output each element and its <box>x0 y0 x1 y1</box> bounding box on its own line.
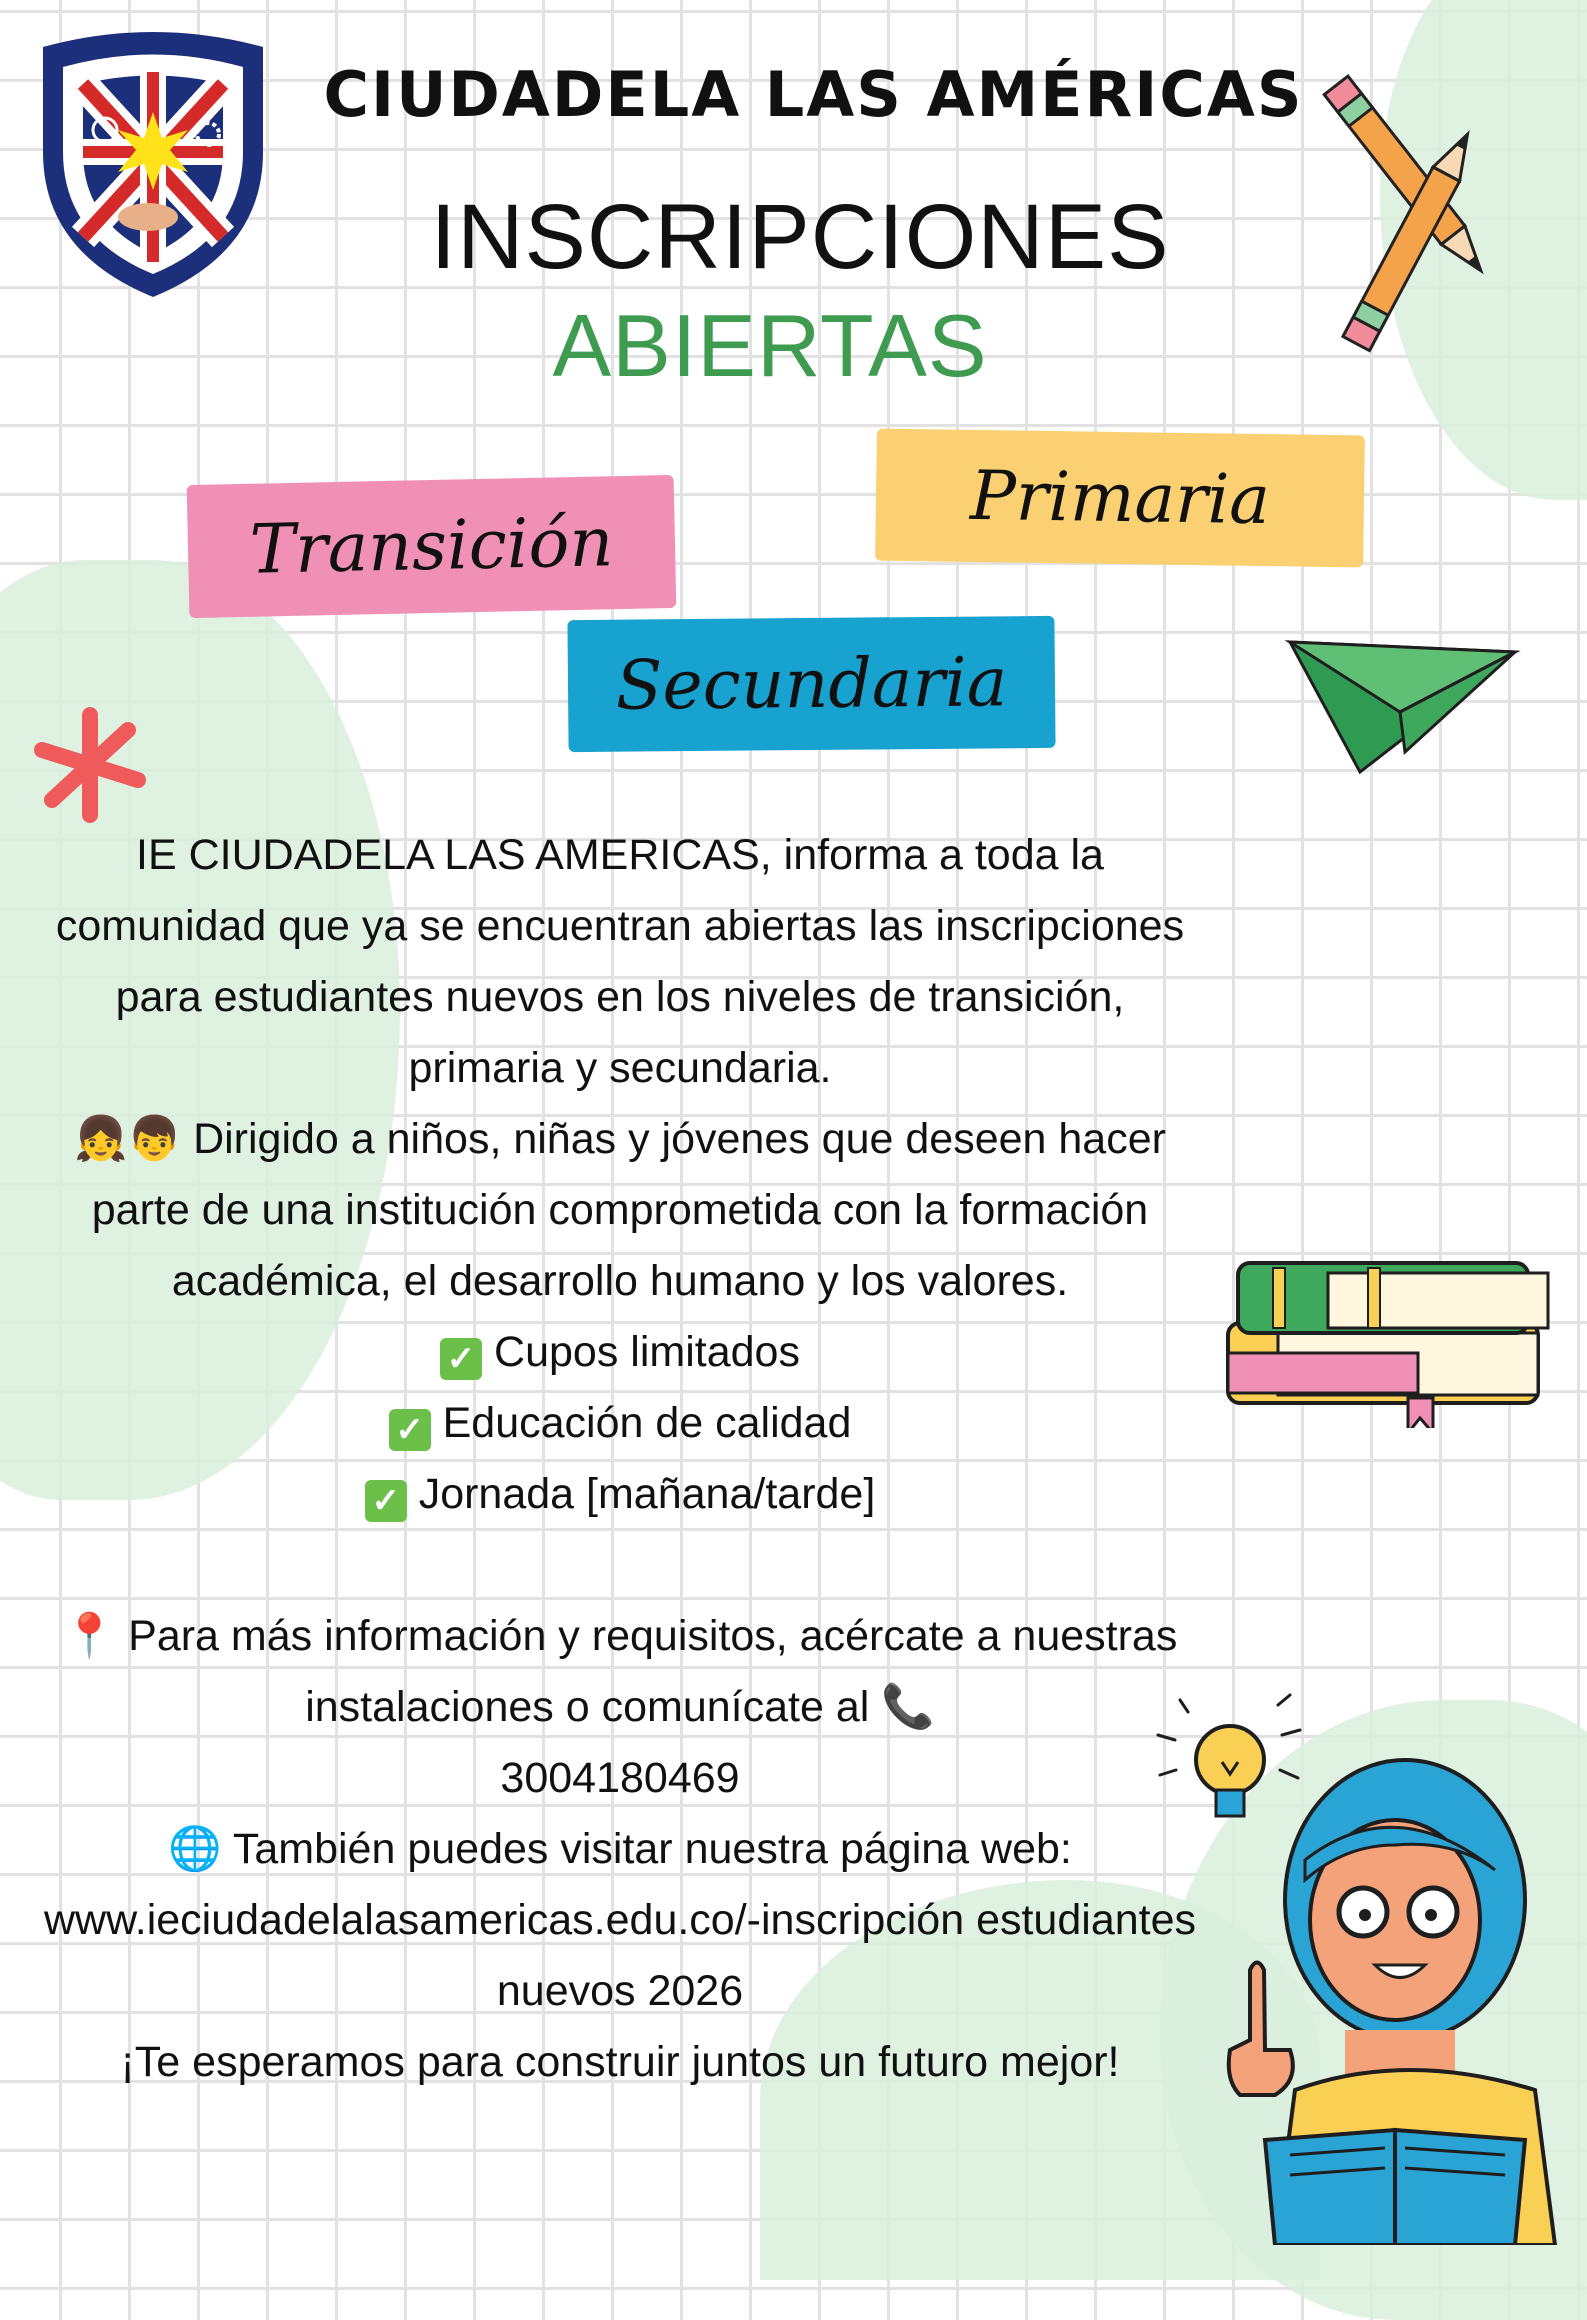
level-tag-transicion: Transición <box>187 475 677 618</box>
headline: INSCRIPCIONES <box>430 186 1170 288</box>
web-intro-text: También puedes visitar nuestra página web: <box>232 1825 1072 1873</box>
books-icon <box>1218 1248 1578 1428</box>
level-tag-secundaria: Secundaria <box>567 616 1055 752</box>
kids-icon: 👧👦 <box>74 1114 182 1164</box>
intro-paragraph: IE CIUDADELA LAS AMERICAS, informa a toda la comunidad que ya se encuentran abiertas las inscripciones para estudiantes nuevos en los niveles de transición, primaria y secundaria. <box>55 831 1185 1092</box>
contact-paragraph <box>40 1601 1200 1814</box>
feature-item <box>40 1317 1200 1388</box>
pin-icon: 📍 <box>62 1611 117 1661</box>
paper-plane-icon <box>1285 632 1525 782</box>
feature-text: Cupos limitados <box>494 1328 800 1376</box>
spacer <box>40 1530 1200 1601</box>
level-tag-primaria: Primaria <box>875 429 1365 568</box>
closing-text: ¡Te esperamos para construir juntos un futuro mejor! <box>120 2038 1120 2086</box>
phone-number: 3004180469 <box>500 1754 740 1802</box>
check-icon: ✓ <box>440 1338 482 1380</box>
web-paragraph <box>40 1814 1200 2027</box>
feature-item <box>40 1459 1200 1530</box>
feature-item <box>40 1388 1200 1459</box>
info-text: Para más información y requisitos, acércate a nuestras instalaciones o comunícate al <box>128 1612 1178 1731</box>
check-icon: ✓ <box>365 1480 407 1522</box>
phone-icon: 📞 <box>881 1682 935 1732</box>
audience-text: Dirigido a niños, niñas y jóvenes que deseen hacer parte de una institución comprometida con la formación académica, el desarrollo humano y los valores. <box>91 1115 1166 1305</box>
headline-accent: ABIERTAS <box>552 296 988 395</box>
check-icon: ✓ <box>389 1409 431 1451</box>
web-url: www.ieciudadelalasamericas.edu.co/-inscripción estudiantes nuevos 2026 <box>43 1896 1197 2015</box>
teacher-illustration <box>1195 1750 1585 2245</box>
globe-icon: 🌐 <box>168 1824 222 1874</box>
asterisk-icon <box>30 705 150 825</box>
audience-paragraph <box>40 1104 1200 1317</box>
announcement-body <box>40 820 1200 2098</box>
feature-text: Educación de calidad <box>442 1399 852 1447</box>
school-name-title: CIUDADELA LAS AMÉRICAS <box>323 58 1304 131</box>
feature-text: Jornada [mañana/tarde] <box>418 1470 876 1518</box>
